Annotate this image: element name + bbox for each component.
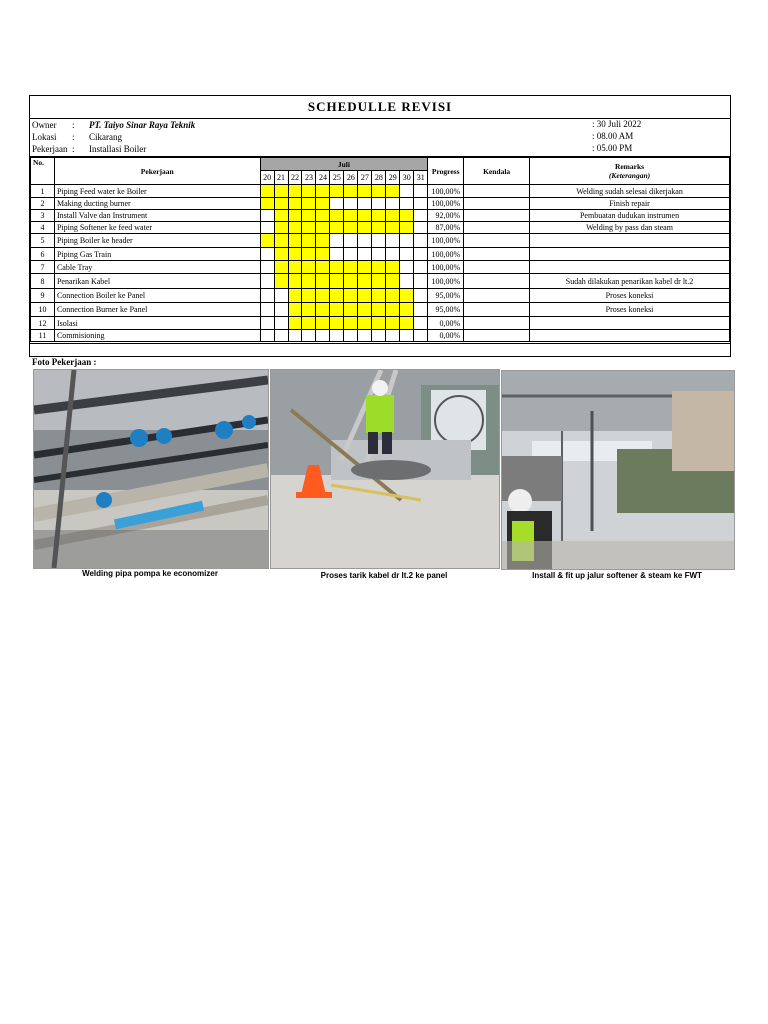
schedule-rows [31, 185, 730, 342]
table-row [31, 198, 730, 210]
row-progress: 95,00% [428, 289, 464, 303]
schedule-cell [358, 330, 372, 342]
schedule-sheet [29, 95, 731, 357]
row-remark: Welding by pass dan steam [530, 222, 730, 234]
row-job: Piping Feed water ke Boiler [54, 185, 260, 198]
schedule-cell [372, 303, 386, 317]
schedule-cell [414, 274, 428, 289]
schedule-cell [330, 289, 344, 303]
row-number: 12 [31, 317, 55, 330]
schedule-cell [260, 222, 274, 234]
schedule-cell [302, 234, 316, 248]
table-row [31, 330, 730, 342]
row-progress: 100,00% [428, 261, 464, 274]
schedule-cell [260, 274, 274, 289]
schedule-cell [414, 317, 428, 330]
photo-welding-pipes [33, 369, 269, 569]
row-remark: Welding sudah selesai dikerjakan [530, 185, 730, 198]
schedule-cell [358, 317, 372, 330]
schedule-cell [414, 198, 428, 210]
schedule-cell [414, 261, 428, 274]
schedule-cell [344, 261, 358, 274]
table-row [31, 303, 730, 317]
schedule-cell [358, 303, 372, 317]
col-no: No. [31, 158, 55, 185]
schedule-cell [302, 303, 316, 317]
row-kendala [464, 234, 530, 248]
row-kendala [464, 330, 530, 342]
schedule-cell [274, 289, 288, 303]
schedule-cell [386, 234, 400, 248]
schedule-cell [358, 198, 372, 210]
row-number: 6 [31, 248, 55, 261]
row-job: Piping Boiler ke header [54, 234, 260, 248]
caption-3: Install & fit up jalur softener & steam ke FWT [532, 571, 702, 580]
schedule-cell [302, 185, 316, 198]
schedule-cell [274, 330, 288, 342]
schedule-cell [316, 198, 330, 210]
day-header: 28 [372, 171, 386, 185]
schedule-cell [414, 303, 428, 317]
row-number: 8 [31, 274, 55, 289]
schedule-cell [344, 289, 358, 303]
row-progress: 100,00% [428, 274, 464, 289]
row-remark [530, 330, 730, 342]
schedule-cell [344, 210, 358, 222]
remarks-title: Remarks [614, 162, 645, 171]
page-title: SCHEDULLE REVISI [30, 96, 730, 119]
row-progress: 100,00% [428, 248, 464, 261]
schedule-cell [330, 274, 344, 289]
schedule-cell [386, 185, 400, 198]
row-number: 2 [31, 198, 55, 210]
schedule-cell [372, 261, 386, 274]
schedule-cell [344, 185, 358, 198]
schedule-cell [358, 248, 372, 261]
schedule-cell [358, 185, 372, 198]
row-remark: Proses koneksi [530, 289, 730, 303]
caption-1: Welding pipa pompa ke economizer [82, 569, 218, 578]
schedule-cell [400, 185, 414, 198]
schedule-cell [288, 185, 302, 198]
schedule-cell [344, 330, 358, 342]
schedule-cell [386, 210, 400, 222]
tank-illustration [502, 371, 734, 569]
row-number: 7 [31, 261, 55, 274]
schedule-cell [372, 222, 386, 234]
row-progress: 100,00% [428, 234, 464, 248]
schedule-cell [260, 198, 274, 210]
schedule-cell [386, 330, 400, 342]
foto-label: Foto Pekerjaan : [32, 357, 97, 367]
table-row [31, 248, 730, 261]
row-job: Connection Boiler ke Panel [54, 289, 260, 303]
schedule-cell [400, 303, 414, 317]
row-progress: 92,00% [428, 210, 464, 222]
schedule-cell [274, 222, 288, 234]
table-footer-strip [30, 343, 730, 358]
day-header: 31 [414, 171, 428, 185]
schedule-cell [316, 289, 330, 303]
lokasi-value: Cikarang [89, 132, 122, 142]
col-progress: Progress [428, 158, 464, 185]
schedule-cell [302, 198, 316, 210]
schedule-cell [260, 185, 274, 198]
schedule-cell [414, 330, 428, 342]
schedule-cell [344, 274, 358, 289]
row-number: 3 [31, 210, 55, 222]
schedule-cell [386, 303, 400, 317]
day-header: 26 [344, 171, 358, 185]
col-month: Juli [260, 158, 428, 171]
schedule-cell [274, 274, 288, 289]
schedule-cell [288, 261, 302, 274]
row-job: Connection Burner ke Panel [54, 303, 260, 317]
photo-softener-fwt [501, 370, 735, 570]
schedule-cell [344, 248, 358, 261]
row-progress: 100,00% [428, 185, 464, 198]
row-kendala [464, 261, 530, 274]
owner-colon: : [72, 120, 75, 130]
row-number: 5 [31, 234, 55, 248]
schedule-cell [330, 317, 344, 330]
schedule-cell [288, 274, 302, 289]
schedule-cell [414, 248, 428, 261]
schedule-cell [400, 210, 414, 222]
schedule-cell [372, 248, 386, 261]
day-header: 25 [330, 171, 344, 185]
schedule-cell [414, 222, 428, 234]
schedule-cell [330, 330, 344, 342]
schedule-table [30, 157, 730, 342]
schedule-cell [316, 248, 330, 261]
schedule-cell [400, 330, 414, 342]
cable-illustration [271, 370, 499, 568]
row-number: 4 [31, 222, 55, 234]
row-job: Isolasi [54, 317, 260, 330]
schedule-cell [316, 210, 330, 222]
day-header: 30 [400, 171, 414, 185]
schedule-cell [344, 198, 358, 210]
schedule-cell [414, 289, 428, 303]
schedule-cell [260, 289, 274, 303]
day-header: 27 [358, 171, 372, 185]
schedule-cell [400, 261, 414, 274]
schedule-cell [400, 289, 414, 303]
table-row [31, 274, 730, 289]
schedule-cell [358, 289, 372, 303]
schedule-cell [344, 234, 358, 248]
schedule-cell [302, 330, 316, 342]
schedule-cell [330, 303, 344, 317]
schedule-cell [302, 261, 316, 274]
schedule-cell [330, 210, 344, 222]
schedule-cell [330, 248, 344, 261]
table-row [31, 317, 730, 330]
schedule-cell [316, 261, 330, 274]
time-start: : 08.00 AM [592, 131, 634, 141]
day-header: 22 [288, 171, 302, 185]
schedule-cell [386, 274, 400, 289]
schedule-cell [260, 303, 274, 317]
schedule-cell [288, 234, 302, 248]
table-row [31, 289, 730, 303]
row-remark: Sudah dilakukan penarikan kabel dr lt.2 [530, 274, 730, 289]
day-header: 20 [260, 171, 274, 185]
row-job: Commisioning [54, 330, 260, 342]
schedule-cell [260, 248, 274, 261]
row-kendala [464, 185, 530, 198]
row-progress: 87,00% [428, 222, 464, 234]
schedule-cell [288, 198, 302, 210]
schedule-cell [372, 330, 386, 342]
row-kendala [464, 274, 530, 289]
owner-value: PT. Taiyo Sinar Raya Teknik [89, 120, 196, 130]
schedule-cell [400, 222, 414, 234]
schedule-cell [274, 234, 288, 248]
schedule-cell [330, 198, 344, 210]
schedule-cell [344, 222, 358, 234]
schedule-cell [386, 248, 400, 261]
schedule-cell [288, 289, 302, 303]
row-progress: 100,00% [428, 198, 464, 210]
table-row [31, 222, 730, 234]
row-progress: 0,00% [428, 317, 464, 330]
schedule-cell [386, 198, 400, 210]
schedule-cell [274, 185, 288, 198]
row-job: Piping Gas Train [54, 248, 260, 261]
schedule-cell [372, 185, 386, 198]
schedule-cell [274, 210, 288, 222]
schedule-cell [400, 274, 414, 289]
col-remarks [530, 158, 730, 185]
row-kendala [464, 248, 530, 261]
schedule-cell [372, 289, 386, 303]
schedule-cell [386, 289, 400, 303]
report-date: : 30 Juli 2022 [592, 119, 642, 129]
schedule-cell [414, 210, 428, 222]
schedule-cell [330, 185, 344, 198]
schedule-cell [288, 330, 302, 342]
schedule-cell [302, 222, 316, 234]
caption-2: Proses tarik kabel dr lt.2 ke panel [320, 571, 448, 580]
schedule-cell [302, 274, 316, 289]
pekerjaan-colon: : [72, 144, 75, 154]
table-row [31, 210, 730, 222]
row-kendala [464, 289, 530, 303]
schedule-cell [302, 210, 316, 222]
schedule-cell [400, 317, 414, 330]
schedule-cell [358, 261, 372, 274]
schedule-cell [358, 274, 372, 289]
photo-cable-pulling [270, 369, 500, 569]
schedule-cell [358, 222, 372, 234]
schedule-cell [260, 261, 274, 274]
schedule-cell [372, 210, 386, 222]
schedule-cell [372, 274, 386, 289]
schedule-cell [400, 248, 414, 261]
schedule-cell [372, 198, 386, 210]
row-remark [530, 261, 730, 274]
row-progress: 95,00% [428, 303, 464, 317]
row-job: Cable Tray [54, 261, 260, 274]
schedule-cell [302, 317, 316, 330]
row-kendala [464, 303, 530, 317]
owner-label: Owner [32, 120, 57, 130]
schedule-cell [330, 261, 344, 274]
schedule-cell [274, 261, 288, 274]
schedule-cell [372, 234, 386, 248]
schedule-cell [302, 248, 316, 261]
day-header: 29 [386, 171, 400, 185]
schedule-cell [414, 185, 428, 198]
lokasi-label: Lokasi [32, 132, 57, 142]
schedule-cell [414, 234, 428, 248]
row-job: Piping Softener ke feed water [54, 222, 260, 234]
schedule-cell [288, 248, 302, 261]
row-kendala [464, 317, 530, 330]
row-remark [530, 317, 730, 330]
row-remark: Proses koneksi [530, 303, 730, 317]
schedule-cell [260, 234, 274, 248]
schedule-cell [400, 198, 414, 210]
day-header: 21 [274, 171, 288, 185]
row-remark: Finish repair [530, 198, 730, 210]
schedule-cell [316, 185, 330, 198]
schedule-cell [288, 222, 302, 234]
schedule-cell [330, 234, 344, 248]
schedule-cell [344, 303, 358, 317]
row-job: Making ducting burner [54, 198, 260, 210]
schedule-cell [316, 317, 330, 330]
row-number: 11 [31, 330, 55, 342]
lokasi-colon: : [72, 132, 75, 142]
row-number: 1 [31, 185, 55, 198]
row-remark: Pembuatan dudukan instrumen [530, 210, 730, 222]
row-progress: 0,00% [428, 330, 464, 342]
col-pekerjaan: Pekerjaan [54, 158, 260, 185]
schedule-cell [260, 317, 274, 330]
table-row [31, 261, 730, 274]
schedule-cell [316, 330, 330, 342]
schedule-cell [288, 303, 302, 317]
schedule-cell [330, 222, 344, 234]
schedule-cell [316, 222, 330, 234]
row-kendala [464, 198, 530, 210]
schedule-cell [274, 303, 288, 317]
schedule-cell [288, 210, 302, 222]
row-kendala [464, 222, 530, 234]
schedule-cell [302, 289, 316, 303]
schedule-cell [260, 330, 274, 342]
col-kendala: Kendala [464, 158, 530, 185]
pipes-illustration [34, 370, 268, 568]
table-row [31, 185, 730, 198]
schedule-cell [274, 317, 288, 330]
schedule-cell [288, 317, 302, 330]
schedule-cell [274, 198, 288, 210]
schedule-cell [316, 303, 330, 317]
schedule-cell [260, 210, 274, 222]
schedule-cell [400, 234, 414, 248]
schedule-cell [358, 210, 372, 222]
row-job: Install Valve dan Instrument [54, 210, 260, 222]
schedule-cell [358, 234, 372, 248]
schedule-cell [316, 234, 330, 248]
row-number: 9 [31, 289, 55, 303]
schedule-cell [344, 317, 358, 330]
schedule-cell [316, 274, 330, 289]
pekerjaan-value: Installasi Boiler [89, 144, 147, 154]
schedule-cell [386, 261, 400, 274]
table-row [31, 234, 730, 248]
day-header: 24 [316, 171, 330, 185]
schedule-cell [386, 317, 400, 330]
pekerjaan-label: Pekerjaan [32, 144, 68, 154]
schedule-cell [274, 248, 288, 261]
day-header: 23 [302, 171, 316, 185]
row-number: 10 [31, 303, 55, 317]
row-remark [530, 248, 730, 261]
row-remark [530, 234, 730, 248]
row-job: Penarikan Kabel [54, 274, 260, 289]
row-kendala [464, 210, 530, 222]
project-info [30, 119, 730, 157]
schedule-cell [372, 317, 386, 330]
schedule-cell [386, 222, 400, 234]
remarks-subtitle: (Keterangan) [608, 171, 651, 180]
time-end: : 05.00 PM [592, 143, 633, 153]
